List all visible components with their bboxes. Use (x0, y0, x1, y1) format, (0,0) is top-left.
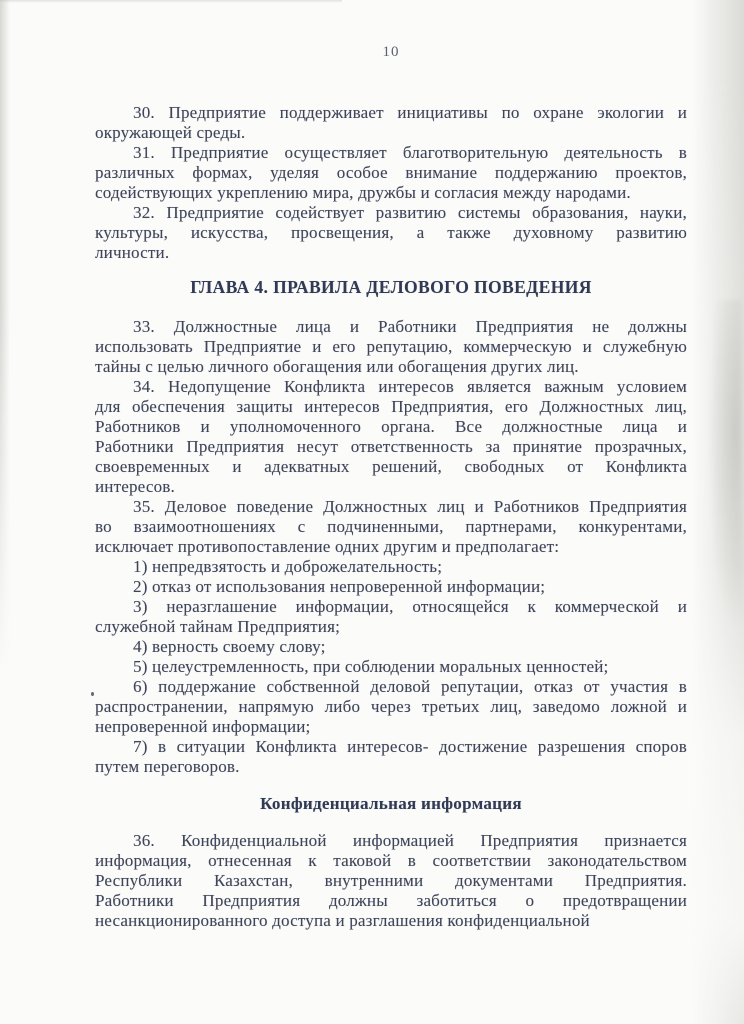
list-item-2 (95, 577, 687, 597)
chapter-4-heading: ГЛАВА 4. ПРАВИЛА ДЕЛОВОГО ПОВЕДЕНИЯ (190, 277, 592, 297)
text-line: путем переговоров. (95, 757, 240, 776)
text-line: окружающей среды. (95, 123, 246, 142)
text-line: культуры, искусства, просвещения, а также духовному развитию (95, 223, 687, 242)
text-line: своевременных и адекватных решений, свободных от Конфликта (95, 457, 687, 476)
document-body (95, 103, 687, 931)
text-line: несанкционированного доступа и разглашения конфиденциальной (95, 911, 590, 930)
ink-dot-artifact (91, 692, 94, 696)
page-number: 10 (382, 44, 400, 60)
paragraph-33 (95, 317, 687, 377)
text-line: Республики Казахстан, внутренними документами Предприятия. (95, 871, 687, 890)
text-line: 2) отказ от использования непроверенной информации; (133, 577, 546, 596)
text-line: различных формах, уделяя особое внимание поддержанию проектов, (95, 163, 687, 182)
paragraph-30 (95, 103, 687, 143)
text-line: непроверенной информации; (95, 717, 311, 736)
text-line: Работников и уполномоченного органа. Все должностные лица и (95, 417, 687, 436)
list-item-4 (95, 637, 687, 657)
text-line: 6) поддержание собственной деловой репутации, отказ от участия в (133, 677, 687, 696)
text-line: во взаимоотношениях с подчиненными, партнерами, конкурентами, (95, 517, 687, 536)
list-item-7 (95, 737, 687, 777)
text-line: содействующих укреплению мира, дружбы и согласия между народами. (95, 183, 631, 202)
scan-smudge-artifact (708, 300, 742, 630)
scan-edge-left-artifact (0, 0, 10, 680)
text-line: распространении, напрямую либо через третьих лиц, заведомо ложной и (95, 697, 687, 716)
list-item-3 (95, 597, 687, 637)
text-line: служебной тайнам Предприятия; (95, 617, 341, 636)
confidential-info-heading: Конфиденциальная информация (260, 794, 522, 813)
scan-edge-top-artifact (0, 0, 342, 3)
text-line: 3) неразглашение информации, относящейся к коммерческой и (133, 597, 687, 616)
text-line: 34. Недопущение Конфликта интересов является важным условием (133, 377, 687, 396)
text-line: информация, отнесенная к таковой в соответствии законодательством (95, 851, 687, 870)
text-line: 36. Конфиденциальной информацией Предприятия признается (133, 831, 687, 850)
text-line: 7) в ситуации Конфликта интересов- достижение разрешения споров (133, 737, 687, 756)
text-line: 4) верность своему слову; (133, 637, 326, 656)
text-line: 32. Предприятие содействует развитию системы образования, науки, (133, 203, 687, 222)
text-line: интересов. (95, 477, 175, 496)
text-line: Работники Предприятия должны заботиться о предотвращении (95, 891, 687, 910)
text-line: исключает противопоставление одних другим и предполагает: (95, 537, 560, 556)
text-line: 35. Деловое поведение Должностных лиц и Работников Предприятия (133, 497, 687, 516)
text-line: для обеспечения защиты интересов Предприятия, его Должностных лиц, (95, 397, 687, 416)
text-line: 5) целеустремленность, при соблюдении моральных ценностей; (133, 657, 609, 676)
text-line: Работники Предприятия несут ответственность за принятие прозрачных, (95, 437, 687, 456)
text-line: использовать Предприятие и его репутацию, коммерческую и служебную (95, 337, 687, 356)
text-line: тайны с целью личного обогащения или обогащения других лиц. (95, 357, 579, 376)
list-item-5 (95, 657, 687, 677)
paragraph-34 (95, 377, 687, 497)
text-line: 1) непредвзятость и доброжелательность; (133, 557, 443, 576)
text-line: 31. Предприятие осуществляет благотворительную деятельность в (133, 143, 687, 162)
paragraph-32 (95, 203, 687, 263)
list-item-6 (95, 677, 687, 737)
paragraph-31 (95, 143, 687, 203)
text-line: 33. Должностные лица и Работники Предприятия не должны (133, 317, 687, 336)
text-line: личности. (95, 243, 170, 262)
paragraph-36 (95, 831, 687, 931)
list-item-1 (95, 557, 687, 577)
text-line: 30. Предприятие поддерживает инициативы по охране экологии и (133, 103, 687, 122)
paragraph-35 (95, 497, 687, 557)
